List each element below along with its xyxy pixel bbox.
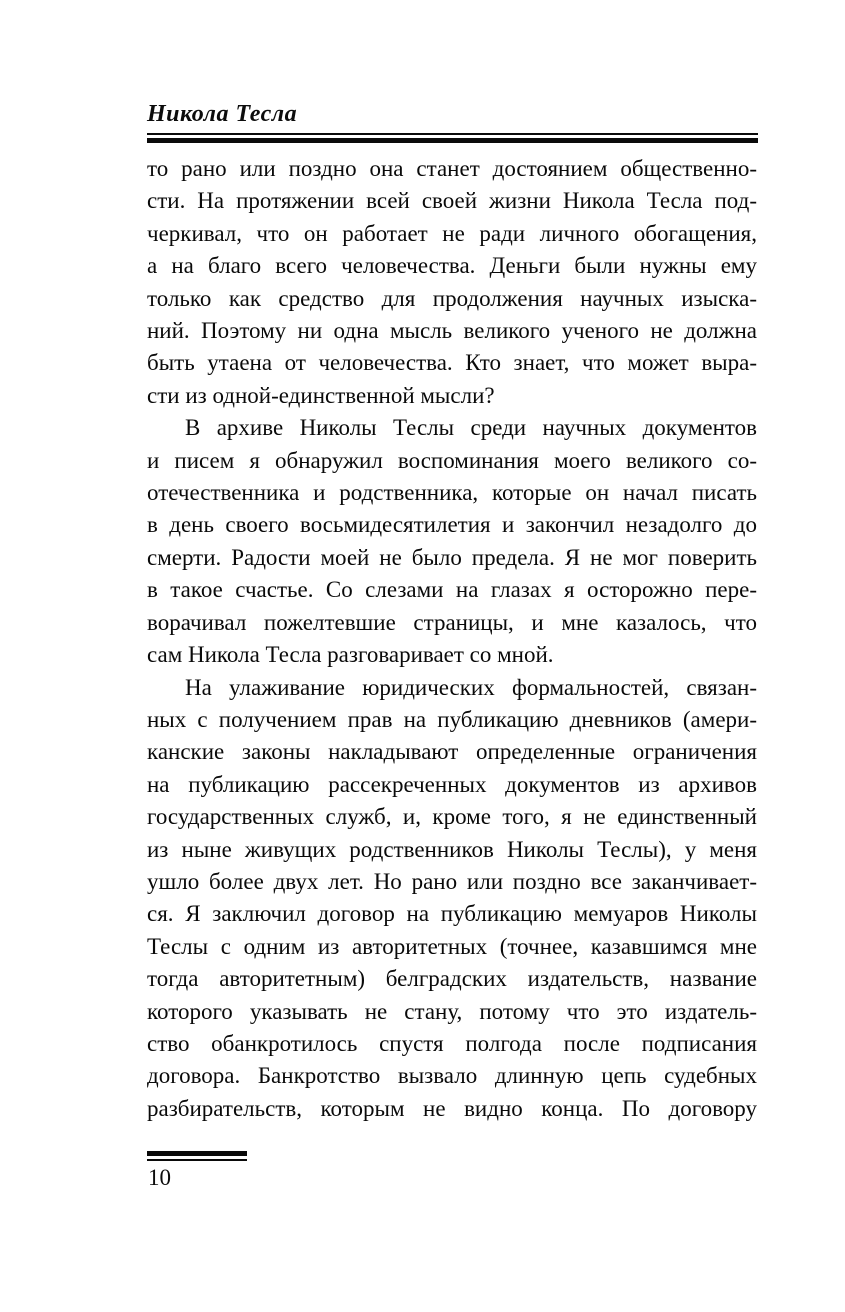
text-line: сам Никола Тесла разговаривает со мной. — [147, 642, 554, 668]
header-rule-thin — [147, 133, 758, 135]
text-line: государственных служб, и, кроме того, я не единственный — [147, 804, 757, 830]
page-body — [147, 153, 757, 1125]
text-line: и писем я обнаружил воспоминания моего великого со- — [147, 447, 757, 473]
text-line: В архиве Николы Теслы среди научных документов — [185, 415, 757, 441]
text-line: смерти. Радости моей не было предела. Я не мог поверить — [147, 544, 757, 570]
paragraph — [147, 412, 757, 671]
text-line: ных с получением прав на публикацию дневников (амери- — [147, 706, 757, 732]
text-line: отечественника и родственника, которые он начал писать — [147, 480, 757, 506]
text-line: сти из одной-единственной мысли? — [147, 382, 495, 408]
text-line: на публикацию рассекреченных документов из архивов — [147, 771, 757, 797]
text-line: ушло более двух лет. Но рано или поздно все заканчивает- — [147, 868, 757, 894]
text-line: только как средство для продолжения научных изыска- — [147, 285, 757, 311]
text-line: тогда авторитетным) белградских издательств, название — [147, 966, 757, 992]
text-line: в такое счастье. Со слезами на глазах я осторожно пере- — [147, 577, 757, 603]
text-line: ний. Поэтому ни одна мысль великого ученого не должна — [147, 318, 757, 344]
text-line: Теслы с одним из авторитетных (точнее, казавшимся мне — [147, 933, 757, 959]
running-header-title: Никола Тесла — [147, 101, 298, 127]
text-line: договора. Банкротство вызвало длинную цепь судебных — [147, 1063, 757, 1089]
text-line: разбирательств, которым не видно конца. По договору — [147, 1095, 757, 1121]
text-line: На улаживание юридических формальностей, связан- — [185, 674, 757, 700]
text-line: то рано или поздно она станет достоянием общественно- — [147, 156, 757, 181]
text-line: ство обанкротилось спустя полгода после подписания — [147, 1030, 757, 1056]
paragraph — [147, 153, 757, 412]
header-rule-thick — [147, 138, 758, 143]
text-line: быть утаена от человечества. Кто знает, что может выра- — [147, 350, 757, 376]
page-number: 10 — [148, 1165, 171, 1190]
text-line: сти. На протяжении всей своей жизни Никола Тесла под- — [147, 188, 757, 214]
footer-rule-thick — [147, 1151, 247, 1156]
footer-rule-thin — [147, 1159, 247, 1161]
text-line: которого указывать не стану, потому что это издатель- — [147, 998, 757, 1024]
paragraph — [147, 672, 757, 1126]
text-line: а на благо всего человечества. Деньги были нужны ему — [147, 253, 757, 279]
text-line: канские законы накладывают определенные ограничения — [147, 739, 757, 765]
text-line: из ныне живущих родственников Николы Теслы), у меня — [147, 836, 757, 862]
text-line: ворачивал пожелтевшие страницы, и мне казалось, что — [147, 609, 757, 635]
text-line: ся. Я заключил договор на публикацию мемуаров Николы — [147, 901, 757, 927]
text-line: черкивал, что он работает не ради личного обогащения, — [147, 220, 757, 246]
text-line: в день своего восьмидесятилетия и закончил незадолго до — [147, 512, 757, 538]
